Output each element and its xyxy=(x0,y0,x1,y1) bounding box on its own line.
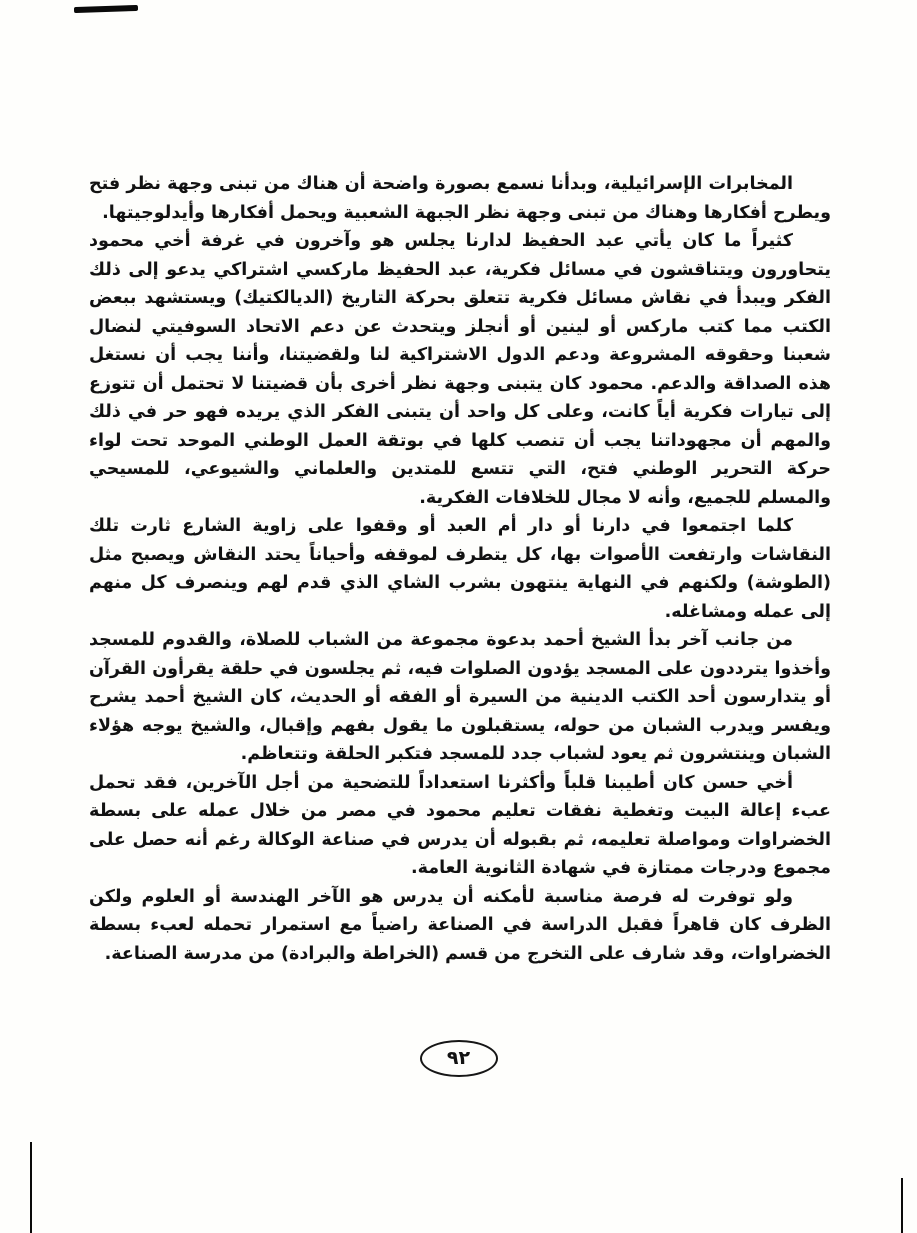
page-number: ٩٢ xyxy=(420,1040,498,1077)
paragraph-3: كلما اجتمعوا في دارنا أو دار أم العبد أو وقفوا على زاوية الشارع ثارت تلك النقاشات وارتفعت الأصوات بها، كل يتطرف لموقفه وأحياناً يحتد النقاش ويصبح مثل (الطوشة) ولكنهم في النهاية ينتهون بشرب الشاي الذي قدم لهم وينصرف كل منهم إلى عمله ومشاغله. xyxy=(89,516,831,622)
page-number-row xyxy=(0,1040,917,1077)
scan-artifact-left-edge xyxy=(30,1142,32,1233)
paragraph-2: كثيراً ما كان يأتي عبد الحفيظ لدارنا يجلس هو وآخرون في غرفة أخي محمود يتحاورون ويتناقشون في مسائل فكرية، عبد الحفيظ ماركسي اشتراكي يدعو إلى ذلك الفكر ويبدأ في نقاش مسائل فكرية تتعلق بحركة التاريخ (الديالكتيك) ويستشهد ببعض الكتب مما كتب ماركس أو لينين أو أنجلز ويتحدث عن دعم الاتحاد السوفيتي لنضال شعبنا وحقوقه المشروعة ودعم الدول الاشتراكية لنا ولقضيتنا، وأننا يجب أن نستغل هذه الصداقة والدعم. محمود كان يتبنى وجهة نظر أخرى بأن قضيتنا لا تحتمل أن تتوزع إلى تيارات فكرية أياً كانت، وعلى كل واحد أن يتبنى الفكر الذي يريده فهو حر في ذلك والمهم أن مجهوداتنا يجب أن تنصب كلها في بوتقة العمل الوطني الموحد تحت لواء حركة التحرير الوطني فتح، التي تتسع للمتدين والعلماني والشيوعي، للمسيحي والمسلم للجميع، وأنه لا مجال للخلافات الفكرية. xyxy=(89,231,831,508)
paragraph-5: أخي حسن كان أطيبنا قلباً وأكثرنا استعداداً للتضحية من أجل الآخرين، فقد تحمل عبء إعالة البيت وتغطية نفقات تعليم محمود في مصر من خلال عمله على بسطة الخضراوات ومواصلة تعليمه، ثم بقبوله أن يدرس في صناعة الوكالة رغم أنه حصل على مجموع ودرجات ممتازة في شهادة الثانوية العامة. xyxy=(89,772,831,878)
text-block xyxy=(89,170,831,968)
paragraph-6: ولو توفرت له فرصة مناسبة لأمكنه أن يدرس هو الآخر الهندسة أو العلوم ولكن الظرف كان قاهراً فقبل الدراسة في الصناعة راضياً مع استمرار تحمله لعبء بسطة الخضراوات، وقد شارف على التخرج من قسم (الخراطة والبرادة) من مدرسة الصناعة. xyxy=(89,886,831,964)
scan-artifact-top-left xyxy=(74,5,138,13)
scan-artifact-right-edge xyxy=(901,1178,903,1233)
paragraph-4: من جانب آخر بدأ الشيخ أحمد بدعوة مجموعة من الشباب للصلاة، والقدوم للمسجد وأخذوا يترددون على المسجد يؤدون الصلوات فيه، ثم يجلسون في حلقة يقرأون القرآن أو يتدارسون أحد الكتب الدينية من السيرة أو الفقه أو الحديث، كان الشيخ أحمد يشرح ويفسر ويدرب الشبان من حوله، يستقبلون ما يقول بفهم وإقبال، والشيخ يوجه هؤلاء الشبان وينتشرون ثم يعود لشباب جدد للمسجد فتكبر الحلقة وتتعاظم. xyxy=(89,630,831,764)
paragraph-1: المخابرات الإسرائيلية، وبدأنا نسمع بصورة واضحة أن هناك من تبنى وجهة نظر فتح ويطرح أفكارها وهناك من تبنى وجهة نظر الجبهة الشعبية ويحمل أفكارها وأيدلوجيتها. xyxy=(89,174,831,223)
